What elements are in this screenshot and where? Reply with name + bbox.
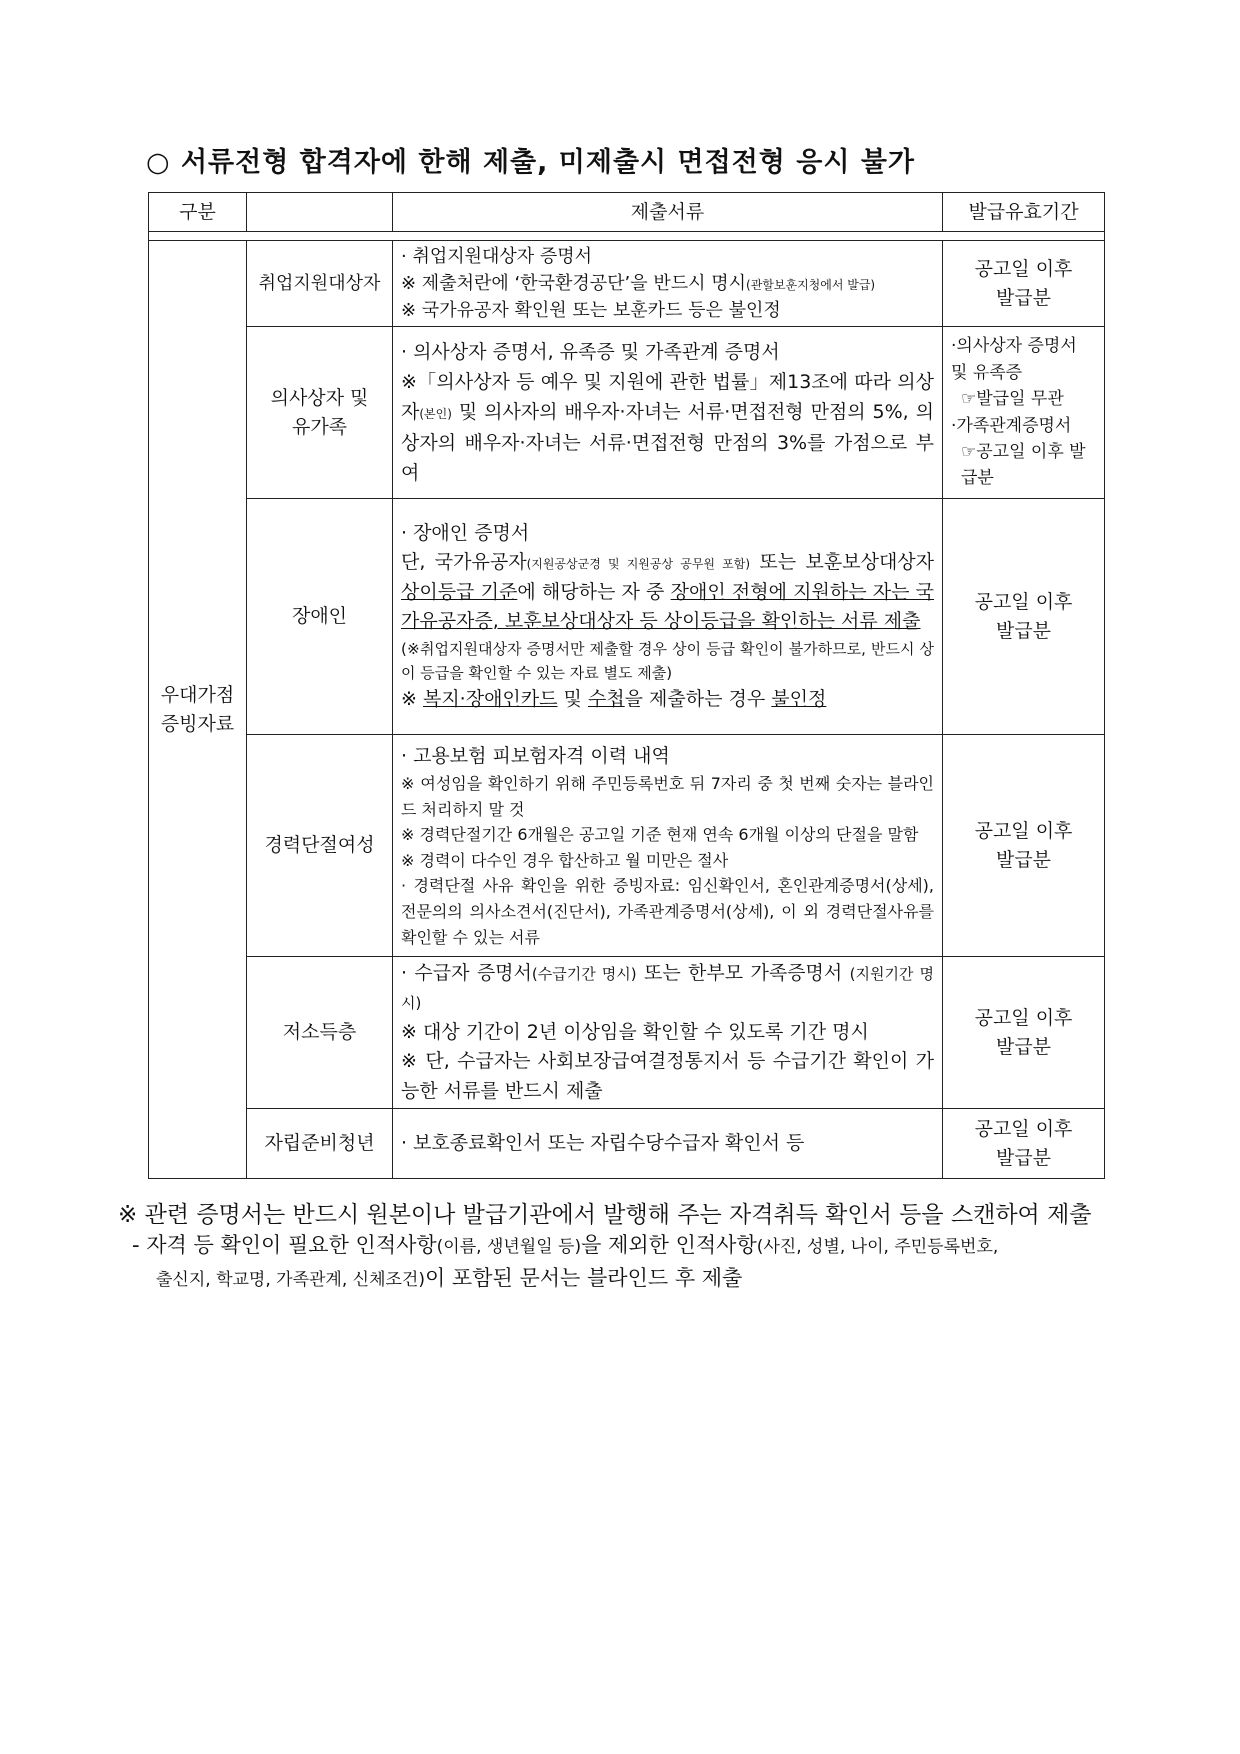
note-sub-continued [156,1262,1128,1295]
header-validity: 발급유효기간 [943,193,1105,232]
note-text-small: 출신지, 학교명, 가족관계, 신체조건) [156,1269,425,1290]
table-row [149,499,1105,735]
doc-line: (※취업지원대상자 증명서만 제출할 경우 상이 등급 확인이 불가하므로, 반드시 상이 등급을 확인할 수 있는 자료 별도 제출) [401,639,934,682]
doc-line: ※ 단, 수급자는 사회보장급여결정통지서 등 수급기간 확인이 가능한 서류를 반드시 제출 [401,1050,934,1102]
header-documents: 제출서류 [393,193,943,232]
doc-text: 및 의사자의 배우자·자녀는 서류·면접전형 만점의 5%, 의상자의 배우자·자녀는 서류·면접전형 만점의 3%를 가점으로 부여 [401,401,934,485]
validity-cell [943,957,1105,1109]
documents-cell [393,1109,943,1179]
doc-line: · 장애인 증명서 [401,521,530,544]
doc-line: · 취업지원대상자 증명서 [401,246,593,267]
doc-line [401,548,934,636]
doc-line: ※ 여성임을 확인하기 위해 주민등록번호 뒤 7자리 중 첫 번째 숫자는 블라인드 처리하지 말 것 [401,774,934,819]
documents-cell [393,327,943,499]
row-name: 저소득층 [282,1021,357,1044]
doc-text: 단, 국가유공자 [401,551,527,574]
row-name-cell [247,499,393,735]
validity-cell [943,735,1105,957]
doc-line: · 경력단절 사유 확인을 위한 증빙자료: 임신확인서, 혼인관계증명서(상세), 전문의의 의사소견서(진단서), 가족관계증명서(상세), 이 외 경력단절사유를 확인할 수 있는 서류 [401,876,934,947]
validity-line: ·가족관계증명서 [951,415,1072,436]
doc-text-underlined: 불인정 [771,687,827,710]
validity-text: 공고일 이후 발급분 [974,591,1073,642]
doc-line: ※ 국가유공자 확인원 또는 보훈카드 등은 불인정 [401,300,781,321]
note-sub [132,1229,1128,1262]
doc-line: ※ 경력이 다수인 경우 합산하고 월 미만은 절사 [401,850,729,870]
table-row [149,735,1105,957]
note-text: - 자격 등 확인이 필요한 인적사항 [132,1233,437,1257]
row-name-cell [247,241,393,327]
validity-cell [943,327,1105,499]
doc-text-small: (관할보훈지청에서 발급) [746,278,876,292]
doc-text: 또는 한부모 가족증명서 [636,962,850,984]
row-name: 취업지원대상자 [258,273,381,294]
table-row [149,241,1105,327]
table-row [149,957,1105,1109]
doc-line [401,959,934,1018]
validity-cell [943,499,1105,735]
doc-line [401,270,934,297]
doc-text: · 수급자 증명서 [401,962,532,984]
row-name-cell [247,735,393,957]
doc-line: · 보호종료확인서 또는 자립수당수급자 확인서 등 [401,1132,805,1155]
note-text-small: (사진, 성별, 나이, 주민등록번호, [756,1237,999,1257]
doc-line: ※ 대상 기간이 2년 이상임을 확인할 수 있도록 기간 명시 [401,1020,869,1043]
doc-line: · 고용보험 피보험자격 이력 내역 [401,744,670,767]
header-category: 구분 [149,193,247,232]
doc-text: 및 [557,687,588,710]
doc-text: ※「의사상자 등 예우 및 지원에 관한 법률」제13조에 따라 의상자 [401,370,934,424]
note-text: 이 포함된 문서는 블라인드 후 제출 [424,1265,743,1290]
row-name: 장애인 [291,605,348,628]
row-name-cell [247,327,393,499]
doc-line [401,367,934,489]
group-label: 우대가점 증빙자료 [160,684,235,735]
validity-text: 공고일 이후 발급분 [974,1007,1073,1058]
row-name-cell [247,957,393,1109]
doc-text-underlined: 장애인 전형 [670,580,769,603]
documents-cell [393,241,943,327]
row-name: 의사상자 및 유가족 [270,387,369,438]
documents-cell [393,735,943,957]
group-label-cell [149,241,247,1179]
row-name: 경력단절여성 [264,834,375,857]
doc-line: · 의사상자 증명서, 유족증 및 가족관계 증명서 [401,340,780,363]
section-heading: ○ 서류전형 합격자에 한해 제출, 미제출시 면접전형 응시 불가 [146,147,915,178]
note-main: ※ 관련 증명서는 반드시 원본이나 발급기관에서 발행해 주는 자격취득 확인서 등을 스캔하여 제출 [118,1202,1092,1228]
validity-text: 공고일 이후 발급분 [974,820,1073,871]
doc-text-underlined: 수첩 [587,687,625,710]
validity-text: 공고일 이후 발급분 [974,1118,1073,1169]
doc-text-small: (수급기간 명시) [531,965,637,983]
doc-text-underlined: 상이등급 기준 [401,580,518,603]
row-name-cell [247,1109,393,1179]
doc-text: ※ [401,687,423,710]
documents-cell [393,499,943,735]
required-documents-table [148,192,1105,1179]
validity-line: ☞공고일 이후 발급분 [961,441,1086,489]
validity-line: ·의사상자 증명서 및 유족증 [951,336,1077,383]
table-row [149,327,1105,499]
validity-line: ☞발급일 무관 [961,389,1064,410]
doc-text: 을 제출하는 경우 [624,687,772,710]
doc-text: 에 해당하는 자 중 [517,580,671,603]
doc-text-small: (지원공상군경 및 지원공상 공무원 포함) [526,557,751,572]
note-text-small: (이름, 생년월일 등) [436,1237,582,1257]
row-name: 자립준비청년 [264,1132,375,1155]
table-row [149,1109,1105,1179]
header-blank [247,193,393,232]
validity-text: 공고일 이후 발급분 [974,258,1073,309]
doc-line: ※ 경력단절기간 6개월은 공고일 기준 현재 연속 6개월 이상의 단절을 말함 [401,825,919,845]
doc-text-small: (본인) [419,407,452,422]
table-header-row [149,193,1105,232]
doc-text: 또는 보훈보상대상자 [750,551,934,574]
doc-text-underlined: 복지·장애인카드 [422,687,558,710]
notes-block [118,1196,1128,1294]
doc-text: ※ 제출처란에 ‘한국환경공단’을 반드시 명시 [401,273,747,294]
validity-cell [943,1109,1105,1179]
documents-cell [393,957,943,1109]
doc-text-underlined: 에 지원하는 자는 국가유공자증, 보훈보상대상자 등 상이등급을 확인하는 서류 제출 [401,580,935,633]
note-text: 을 제외한 인적사항 [581,1233,757,1257]
doc-text-small: (지원기간 명시) [401,965,934,1013]
validity-cell [943,241,1105,327]
doc-line [401,685,934,714]
